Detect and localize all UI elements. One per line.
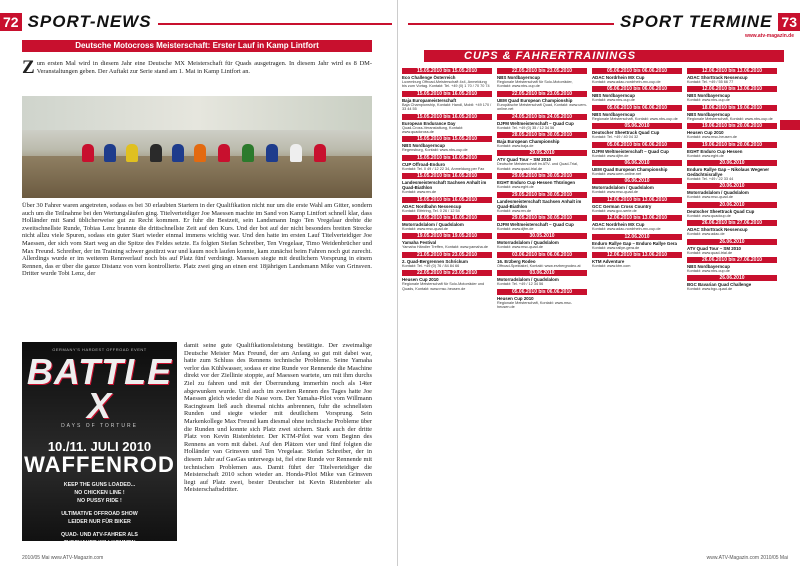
event-description: Kontakt: www.eght.de: [497, 185, 534, 190]
event-description: Kontakt: www.gcc-serie.de: [592, 208, 637, 213]
event-description: Kontakt: Tel. +49 (0) 76 / 84 84 66: [402, 263, 460, 268]
page-number-left: 72: [0, 13, 22, 31]
event-entry: [402, 136, 492, 152]
event-description: Kontakt: www.eght.de: [687, 153, 724, 158]
right-page: [400, 0, 800, 566]
right-header: [614, 12, 800, 32]
event-title: Yamaha Festival: [402, 240, 437, 246]
event-entry: [687, 105, 777, 121]
event-title: DJFM Weltmeisterschaft – Quad Cup: [497, 120, 574, 126]
event-date: 20.06.2010: [687, 183, 777, 189]
event-entry: [402, 91, 492, 112]
dropcap: Z: [22, 60, 35, 78]
event-entry: [592, 215, 682, 231]
event-title: NBS Nordbayerncup: [687, 264, 730, 270]
event-title: CUP Offroad-Enduro: [402, 161, 446, 167]
event-date: 12.06.2010 bis 13.06.2010: [687, 86, 777, 92]
event-date: 12.06.2010 bis 13.06.2010: [592, 252, 682, 258]
event-date: 06.06.2010: [592, 178, 682, 184]
event-description: Kontakt: www.msc-quad.de: [687, 195, 734, 200]
event-description: Regionale Meisterschaft, Kontakt: www.nbs-cup.de: [592, 116, 678, 121]
calendar-column-3: [592, 68, 682, 548]
event-entry: [592, 86, 682, 102]
event-date: 06.06.2010: [592, 160, 682, 166]
event-description: Yamaha Händler Treffen, Kontakt: www.yamaha.de: [402, 245, 488, 250]
event-description: Kontakt: Tel. +49 / 22 33 44: [687, 177, 734, 182]
event-description: Kontakt: www.quad-trial.de: [687, 250, 733, 255]
event-title: ATV Quad Tour – SM 2010: [687, 245, 741, 251]
event-title: Deutscher Sheettrack Quad Cup: [592, 130, 660, 136]
event-title: NBS Nordbayerncup: [687, 93, 730, 99]
event-date: 03.06.2010 bis 06.06.2010: [497, 252, 587, 258]
event-date: 12.06.2010 bis 13.06.2010: [687, 68, 777, 74]
event-date: 05.06.2010 bis 06.06.2010: [497, 289, 587, 295]
ad-date: 10./11. JULI 2010: [47, 439, 152, 454]
left-header: [0, 12, 158, 32]
event-date: 29.05.2010: [497, 150, 587, 156]
event-date: 28.05.2010 bis 30.05.2010: [497, 132, 587, 138]
event-entry: [592, 234, 682, 250]
event-title: NBS Nordbayerncup: [497, 75, 540, 80]
event-entry: [402, 173, 492, 194]
ad-line: ULTIMATIVE OFFROAD SHOW: [61, 511, 138, 517]
intro-text: um ersten Mal wird in diesem Jahr eine Deutsche MX Meisterschaft für Quads ausgetragen. In diesem Jahr wird es 8 DM-Veranstaltungen geben. Der Auftakt zur Serie stand am 1. Mai in Kamp Lintfort an.: [36, 60, 372, 75]
event-entry: [687, 86, 777, 102]
event-entry: [497, 91, 587, 112]
event-entry: [687, 202, 777, 218]
ad-tagline: DAYS OF TORTURE: [61, 423, 138, 429]
event-title: EGHT Enduro Cup Hessen Thüringen: [497, 180, 576, 186]
event-entry: [497, 68, 587, 89]
event-title: Heusen Cup 2010: [497, 295, 534, 301]
event-date: 29.05.2010 bis 30.05.2010: [497, 215, 587, 221]
event-date: 20.06.2010: [687, 160, 777, 166]
event-date: 29.05.2010 bis 30.05.2010: [497, 192, 587, 198]
event-entry: [497, 233, 587, 249]
event-description: Kontakt: www.bgc-quad.de: [687, 287, 733, 292]
website-link[interactable]: www.atv-magazin.de: [745, 33, 794, 39]
event-entry: [687, 142, 777, 158]
event-entry: [402, 197, 492, 213]
event-title: ADAC Nordrhein MX Cup: [592, 222, 645, 228]
event-description: Kontakt: www.djfm.de: [592, 153, 629, 158]
event-description: Kontakt: www.msc-heusen.de: [687, 135, 738, 140]
event-description: Kontakt: www.quadcup.de: [687, 213, 731, 218]
event-title: European Endurance Day: [402, 120, 456, 126]
event-entry: [497, 215, 587, 231]
event-entry: [402, 252, 492, 268]
event-title: Landesmeisterschaft Sachsen Anhalt im Quad-Biathlon: [402, 180, 487, 191]
event-title: ADAC Nordrhein MX Cup: [592, 75, 645, 80]
ad-top: GERMANY'S HARDEST OFFROAD EVENT: [52, 347, 147, 352]
event-title: NBS Nordbayerncup: [402, 143, 445, 149]
event-title: NBS Nordbayerncup: [687, 111, 730, 117]
event-description: Regionale Meisterschaft für Solo-Motorräder, Kontakt: www.nbs-cup.de: [497, 80, 573, 89]
event-entry: [497, 150, 587, 171]
event-title: BGC Bavarian Quad Challenge: [687, 282, 752, 288]
event-date: 19.05.2010 bis 19.05.2010: [402, 233, 492, 239]
event-entry: [687, 220, 777, 236]
event-description: Kontakt: www.rallye-gera.de: [592, 245, 640, 250]
event-description: Europäische Meisterschaft Quad, Kontakt: www.uem-online.net: [497, 102, 587, 112]
event-title: Motorradslalom / Quadslalom: [497, 277, 559, 283]
calendar-column-1: [402, 68, 492, 548]
event-title: Baja European Championship: [497, 139, 560, 145]
event-description: Kontakt: www.adac-nordrhein-mx-cup.de: [592, 227, 661, 232]
event-date: 12.06.2010: [592, 234, 682, 240]
event-title: Heusen Cup 2010: [402, 277, 439, 283]
event-date: 15.05.2010 bis 16.05.2010: [402, 91, 492, 97]
event-title: DJFM Weltmeisterschaft – Quad Cup: [592, 148, 669, 154]
event-date: 22.05.2010 bis 23.05.2010: [497, 91, 587, 97]
ad-line: NO CHICKEN LINE !: [74, 490, 125, 496]
section-title-sporttermine: SPORT TERMINE: [614, 12, 772, 32]
event-date: 26.06.2010 bis 27.06.2010: [687, 257, 777, 263]
event-date: 15.05.2010 bis 16.05.2010: [402, 173, 492, 179]
event-entry: [687, 257, 777, 273]
event-description: Kontakt: www.djfm.de: [497, 227, 534, 232]
event-date: 15.05.2010 bis 16.05.2010: [402, 197, 492, 203]
event-title: Landesmeisterschaft Sachsen Anhalt im Quad-Biathlon: [497, 198, 582, 209]
event-title: GCC German Cross Country: [592, 203, 652, 209]
event-entry: [497, 173, 587, 189]
event-date: 20.06.2010: [687, 202, 777, 208]
event-entry: [687, 183, 777, 199]
event-entry: [687, 239, 777, 255]
event-title: UEM Quad European Championship: [592, 167, 668, 173]
event-description: Kontakt: www.uem-online.net: [592, 172, 642, 177]
event-date: 03.06.2010: [497, 270, 587, 276]
event-entry: [497, 192, 587, 213]
event-date: 29.05.2010 bis 30.05.2010: [497, 173, 587, 179]
event-entry: [592, 142, 682, 158]
event-description: Kontakt: Eifelring, Tel. 0 26 / 12 54: [402, 208, 460, 213]
event-date: 26.06.2010: [687, 275, 777, 281]
event-description: Kontakt: www.nbs-cup.de: [687, 269, 730, 274]
ad-line: NO PUSSY RIDE !: [77, 498, 122, 504]
battle-x-advertisement: [22, 342, 177, 541]
event-description: Regensburg, Kontakt: www.nbs-cup.de: [402, 148, 468, 153]
article-body-2: damit seine gute Qualifikationsleistung bestätigte. Der zweimalige Deutsche Meister Max Freund, der am Anfang so gut mit dabei war, hatte zum Schluss des Rennens technische Probleme. Seine Yamaha verlor das Kühlwasser, sodass er eine Runde vor Rennende die Maschine direkt vor der Ziellinie stoppte, auf Maessen wartete, um mit ihm durchs Ziel zu fahren und mit der Überrundung immerhin noch als 14ter abgewunken wurde. Und auch im zweiten Rennen des Tages hatte Joe Maessen gleich wieder die Nase vorn. Der Yamaha-Pilot vom Willmann Racingteam ließ auch diesmal nichts anbrennen, fuhr die schnellsten Runden und siegte wieder mit deutlichem Vorsprung. Sein Markenkollege Max Freund kam diesmal ohne technische Probleme über die Runden und konnte sich Platz zwei sichern. Stark auch der dritte Platz von Kevin Ristenbieter. Der KTM-Pilot war vom Beginn des Rennens an vorn mit dabei. Auf den Plätzen vier und fünf folgten die Holländer van Grinsven und Ten Vregelaar. Stefan Schreiber, der in diesem Jahr auf GasGas unterwegs ist, fiel eine Runde vor Rennende mit technischen Problemen aus. Damit führt der Titelverteidiger die Meisterschaft 2010 schon wieder an. Honda-Pilot Mike van Grinsven liegt auf Platz zwei, bester Deutscher ist Kevin Ristenbieter als Meisterschaftsdritter.: [184, 342, 372, 494]
event-title: Deutscher Sheettrack Quad Cup: [687, 208, 755, 214]
article-subtitle: Deutsche Motocross Meisterschaft: Erster Lauf in Kamp Lintfort: [22, 40, 372, 52]
event-title: Enduro Rallye Gap – Enduro Rallye Gera: [592, 240, 677, 246]
event-entry: [402, 270, 492, 291]
event-date: 15.05.2010 bis 15.05.2010: [402, 68, 492, 74]
event-entry: [592, 105, 682, 121]
ad-location: WAFFENROD: [24, 452, 175, 477]
event-title: Motorradslalom / Quadslalom: [402, 222, 464, 228]
event-title: Motorradslalom / Quadslalom: [687, 190, 749, 196]
event-title: NBS Nordbayerncup: [592, 93, 635, 99]
event-title: ADAC Nordbahn Nessencup: [402, 203, 462, 209]
event-description: Kontakt: www.mv.de: [497, 208, 532, 213]
event-description: Deutsche Meisterschaft im ATV- und Quad-Trial, Kontakt: www.quad-trial.de: [497, 162, 579, 171]
event-entry: [497, 114, 587, 130]
event-title: ADAC Shorttrack Nessencup: [687, 227, 748, 233]
event-entry: [592, 197, 682, 213]
event-entry: [592, 160, 682, 176]
event-date: 15.05.2010 bis 16.05.2010: [402, 155, 492, 161]
event-description: Kontakt: Tel. +49 / 12 34 56: [497, 282, 544, 287]
event-entry: [402, 215, 492, 231]
left-footer: 2010/05 Mai www.ATV-Magazin.com: [22, 555, 104, 561]
ad-line: KEEP THE GUNS LOADED...: [63, 482, 136, 488]
event-description: Kontakt: www.adac.de: [687, 232, 725, 237]
calendar-column-4: [687, 68, 777, 548]
event-title: NBS Nordbayerncup: [592, 111, 635, 117]
event-description: Kontakt: www.msc-quad.de: [497, 245, 544, 250]
event-description: Kontakt: www.ktm.com: [592, 264, 631, 269]
event-entry: [497, 289, 587, 310]
event-entry: [497, 252, 587, 268]
event-title: Heusen Cup 2010: [687, 130, 724, 136]
event-title: 2. Quad-Bergrennen Schrickum: [402, 258, 468, 264]
event-date: 30.05.2010: [497, 233, 587, 239]
event-entry: [687, 275, 777, 291]
event-date: 16.05.2010 bis 16.05.2010: [402, 215, 492, 221]
left-page: [0, 0, 398, 566]
event-date: 15.05.2010 bis 15.05.2010: [402, 136, 492, 142]
event-date: 26.06.2010: [687, 239, 777, 245]
event-title: ADAC Shorttrack Nessencup: [687, 75, 748, 80]
event-description: Offroad-Spektakel, Kontakt: www.erzbergrodeo.at: [497, 263, 581, 268]
event-date: 24.05.2010 bis 24.05.2010: [497, 114, 587, 120]
event-title: EGHT Enduro Cup Hessen: [687, 148, 743, 154]
event-description: Kontakt: Tel. +49 / 55 66 77: [687, 80, 734, 84]
event-title: Enduro Rallye Gap – Nikolaus Wegener Gedächtnisrallye: [687, 167, 770, 178]
event-date: 22.05.2010 bis 23.05.2010: [497, 68, 587, 74]
event-entry: [402, 233, 492, 249]
event-description: Kontakt: www.baja.de: [497, 144, 534, 149]
event-title: KTM Adventure: [592, 259, 625, 265]
event-entry: [592, 68, 682, 84]
event-date: 12.06.2010 bis 13.06.2010: [592, 215, 682, 221]
event-description: Kontakt: Tel. +49 / 40 04 32: [592, 135, 639, 140]
event-title: Eco Challenge Österreich: [402, 75, 456, 80]
event-description: Regionale Meisterschaft, Kontakt: www.nbs-cup.de: [687, 116, 773, 121]
event-description: Regionale Meisterschaft, Kontakt: www.msc-heusen.de: [497, 300, 573, 310]
article-intro: [22, 60, 372, 92]
event-description: Kontakt: www.adac-nordrhein-mx-cup.de: [592, 80, 661, 84]
event-description: Kontakt: www.nbs-cup.de: [687, 98, 730, 103]
event-title: DJFM Weltmeisterschaft – Quad Cup: [497, 222, 574, 228]
event-title: 16. Erzberg Rodeo: [497, 258, 536, 264]
article-body-1: Über 30 Fahrer waren angetreten, sodass es bei 30 erlaubten Startern in der Qualifikation nicht nur um die erste Wahl am Gitter, sondern auch um die Teilnahme bei den Wertungsläufen ging. Titelverteidiger Joe Maessen machte im Sand von Kamp Lintfort schnell klar, dass Holländer mit Sand üblicherweise gut zu Recht kommen. Er fuhr die Bestzeit, sein Landsmann Ingo Ten Vregelaar drehte die zweitschnellste Runde, Tobias Lenz brannte die drittschnellste Zeit auf den Kurs. Und der bot auf der nicht besonders breiten Strecke nicht allzu viele Spuren, sodass ein guter Start wieder einmal immens wichtig war. Und den hatte im ersten Lauf Titelverteidiger Joe Maessen, der sich vom Start weg an die Spitze des Feldes setzte. Es folgten Stefan Schreiber, Ten Vregelaar, Timo Weidenbrücher und Max Freund. Schreiber, der im Training schwer gestürzt war und kaum noch laufen konnte, kam zunächst beim Fahren noch gut zurecht. Allerdings wurde er im weiteren Rennverlauf noch bis auf Platz fünf verdrängt. Maessen siegte mit deutlichem Vorsprung in einem Rennen, das er über die ganze Distanz von vorn kontrollierte. Platz zwei ging an einen erst 18jährigen Landsmann Mike van Grinsven. Dritter wurde Tobi Lenz, der: [22, 202, 372, 278]
event-description: Kontakt: Tel. +49 (0) 35 / 12 34 56: [497, 125, 555, 130]
event-title: UEM Quad European Championship: [497, 97, 573, 103]
event-entry: [402, 155, 492, 171]
event-entry: [592, 178, 682, 194]
event-entry: [402, 68, 492, 89]
ad-line: LEIDER NUR FÜR BIKER: [68, 519, 131, 525]
event-date: 05.06.2010 bis 06.06.2010: [592, 105, 682, 111]
event-title: ATV Quad Tour – SM 2010: [497, 157, 551, 163]
event-title: Motorradslalom / Quadslalom: [592, 185, 654, 191]
event-date: 12.06.2010 bis 13.06.2010: [592, 197, 682, 203]
event-date: 18.06.2010 bis 19.06.2010: [687, 105, 777, 111]
battle-x-logo: BATTLE X: [26, 351, 173, 426]
ad-line: [22, 540, 177, 541]
event-entry: [497, 270, 587, 286]
event-description: Luxemburg Offroad-Meisterschaft 4x4, Anmeldung bis zum Vortag. Kontakt: Tel. +49 (0) 1 70 / 70 70 74: [402, 80, 490, 89]
race-start-photo: [22, 96, 372, 198]
event-description: Kontakt: www.msc-quad.de: [592, 190, 639, 195]
right-footer: www.ATV-Magazin.com 2010/05 Mai: [706, 555, 788, 561]
event-entry: [592, 123, 682, 139]
event-date: 19.06.2010 bis 20.06.2010: [687, 123, 777, 129]
event-date: 05.06.2010 bis 06.06.2010: [592, 142, 682, 148]
calendar-banner: CUPS & FAHRERTRAININGS: [424, 50, 784, 62]
event-date: 15.05.2010 bis 16.05.2010: [402, 114, 492, 120]
page-number-right: 73: [778, 13, 800, 31]
event-date: 05.06.2010 bis 06.06.2010: [592, 86, 682, 92]
event-date: 05.06.2010: [592, 123, 682, 129]
event-date: 21.05.2010 bis 23.05.2010: [402, 252, 492, 258]
section-title-sportnews: SPORT-NEWS: [28, 12, 158, 32]
ad-line: QUAD- UND ATV-FAHRER ALS: [61, 532, 138, 538]
event-description: Kontakt: Tel. 0 49 / 12 22 34, Anmeldung per Fax: [402, 166, 485, 171]
event-description: Kontakt: www.msc-quad.de: [402, 227, 449, 232]
event-title: Motorradslalom / Quadslalom: [497, 240, 559, 246]
event-entry: [402, 114, 492, 135]
event-description: Quad-Cross-Veranstaltung, Kontakt: www.quadcross.de: [402, 125, 463, 135]
event-entry: [687, 68, 777, 84]
event-entry: [687, 123, 777, 139]
event-entry: [497, 132, 587, 148]
event-description: Baja Championship, Kontakt: Handl, Mobil: +49 170 / 33 44 55: [402, 102, 492, 112]
event-date: 19.06.2010 bis 20.06.2010: [687, 142, 777, 148]
event-entry: [592, 252, 682, 268]
event-description: Kontakt: www.mv.de: [402, 190, 437, 195]
event-title: Baja Europameisterschaft: [402, 97, 457, 103]
event-description: Kontakt: www.nbs-cup.de: [592, 98, 635, 103]
event-date: 22.05.2010 bis 23.05.2010: [402, 270, 492, 276]
event-date: 05.06.2010 bis 06.06.2010: [592, 68, 682, 74]
event-date: 26.06.2010 bis 27.06.2010: [687, 220, 777, 226]
event-entry: [687, 160, 777, 181]
event-description: Regionale Meisterschaft für Solo-Motorräder und Quads, Kontakt: www.msc-heusen.de: [402, 282, 485, 291]
calendar-column-2: [497, 68, 587, 548]
edge-tab: [780, 120, 800, 130]
